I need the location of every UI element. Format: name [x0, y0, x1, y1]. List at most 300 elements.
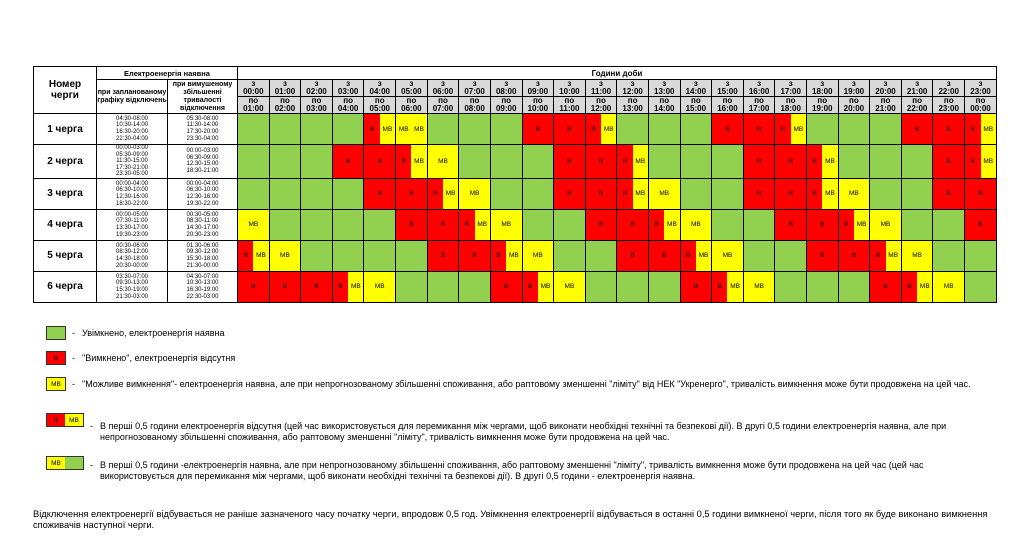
- hour-to-header: по 04:00: [332, 97, 364, 114]
- slot-off: В: [712, 114, 743, 144]
- extended-schedule-header: при вимушеному збільшенні тривалості відключення: [168, 80, 238, 114]
- hour-slot: [712, 271, 744, 302]
- slot-maybe: МВ: [443, 179, 458, 209]
- slot-maybe: МВ: [791, 114, 806, 144]
- hour-slot: [838, 271, 870, 302]
- hour-slot: [933, 145, 965, 179]
- hour-slot: [459, 178, 491, 209]
- slot-on: [333, 179, 364, 209]
- hour-slot: [364, 114, 396, 145]
- legend-swatch-maybe-on: МВ: [46, 456, 84, 470]
- slot-on: [681, 179, 712, 209]
- slot-on: [364, 241, 395, 271]
- slot-on: [491, 114, 522, 144]
- slot-off: В: [902, 272, 917, 302]
- slot-on: [807, 114, 838, 144]
- hour-to-header: по 20:00: [838, 97, 870, 114]
- hour-slot: [364, 240, 396, 271]
- slot-off: В: [459, 241, 490, 271]
- hour-slot: [870, 209, 902, 240]
- slot-off: В: [586, 145, 617, 178]
- hour-slot: [427, 240, 459, 271]
- hour-to-header: по 16:00: [712, 97, 744, 114]
- slot-on: [965, 272, 996, 302]
- hour-slot: [775, 209, 807, 240]
- hour-slot: [332, 240, 364, 271]
- slot-on: [586, 241, 617, 271]
- hour-slot: [965, 114, 997, 145]
- slot-maybe: МВ: [981, 145, 996, 178]
- hour-slot: [648, 271, 680, 302]
- hour-to-header: по 12:00: [585, 97, 617, 114]
- slot-maybe: МВ: [253, 241, 268, 271]
- hour-to-header: по 23:00: [933, 97, 965, 114]
- hour-to-header: по 13:00: [617, 97, 649, 114]
- hour-to-header: по 11:00: [554, 97, 586, 114]
- hour-slot: [332, 271, 364, 302]
- hour-slot: [301, 209, 333, 240]
- queue-row: [34, 114, 997, 145]
- slot-off: В: [554, 114, 585, 144]
- hour-to-header: по 22:00: [901, 97, 933, 114]
- slot-maybe: МВ: [633, 145, 648, 178]
- queue-row: [34, 178, 997, 209]
- slot-on: [270, 179, 301, 209]
- hour-slot: [743, 271, 775, 302]
- hour-slot: [332, 145, 364, 179]
- hour-slot: [585, 145, 617, 179]
- hour-slot: [554, 240, 586, 271]
- slot-off: В: [491, 241, 506, 271]
- slot-off: В: [428, 179, 443, 209]
- hour-slot: [901, 178, 933, 209]
- hour-slot: [648, 209, 680, 240]
- slot-off: В: [807, 145, 822, 178]
- slot-off: В: [586, 179, 617, 209]
- slot-off: В: [775, 210, 806, 240]
- hour-to-header: по 10:00: [522, 97, 554, 114]
- slot-off: В: [744, 179, 775, 209]
- hour-from-header: з 11:00: [585, 80, 617, 97]
- slot-off: В: [839, 241, 870, 271]
- hour-slot: [522, 240, 554, 271]
- slot-on: [839, 272, 870, 302]
- hour-from-header: з 07:00: [459, 80, 491, 97]
- slot-off: В: [396, 145, 411, 178]
- hours-of-day-header: Години доби: [238, 67, 997, 80]
- hour-slot: [364, 178, 396, 209]
- queue-row: [34, 209, 997, 240]
- slot-maybe: МВ: [886, 241, 901, 271]
- slot-maybe: МВ: [664, 210, 679, 240]
- slot-maybe: МВ: [822, 179, 837, 209]
- slot-off: В: [870, 272, 901, 302]
- slot-on: [744, 210, 775, 240]
- extended-times: 00:00-03:00 06:30-09:00 12:30-15:00 18:30-21:00: [168, 145, 238, 179]
- slot-off: В: [933, 179, 964, 209]
- hour-from-header: з 10:00: [554, 80, 586, 97]
- slot-off: В: [428, 210, 459, 240]
- slot-on: [428, 272, 459, 302]
- hour-slot: [933, 271, 965, 302]
- hour-slot: [870, 271, 902, 302]
- slot-maybe: МВ: [491, 210, 522, 240]
- slot-on: [807, 272, 838, 302]
- hour-slot: [838, 209, 870, 240]
- hour-slot: [870, 114, 902, 145]
- queue-name: 6 черга: [34, 271, 97, 302]
- slot-on: [554, 241, 585, 271]
- hour-slot: [775, 240, 807, 271]
- hour-from-header: з 02:00: [301, 80, 333, 97]
- slot-off: В: [491, 272, 522, 302]
- hour-slot: [427, 209, 459, 240]
- hour-slot: [238, 209, 270, 240]
- slot-on: [902, 210, 933, 240]
- hour-slot: [901, 271, 933, 302]
- hour-slot: [743, 145, 775, 179]
- hour-to-header: по 19:00: [806, 97, 838, 114]
- hour-slot: [617, 209, 649, 240]
- slot-maybe: МВ: [523, 241, 554, 271]
- hour-slot: [396, 271, 428, 302]
- slot-maybe: МВ: [475, 210, 490, 240]
- planned-times: 00:00-03:00 05:30-09:00 11:30-15:00 17:30-21:00 23:30-05:00: [97, 145, 168, 179]
- slot-maybe: МВ: [364, 272, 395, 302]
- slot-on: [839, 114, 870, 144]
- slot-off: В: [965, 114, 980, 144]
- legend-swatch-maybe: МВ: [46, 377, 66, 391]
- slot-on: [333, 241, 364, 271]
- hour-slot: [238, 271, 270, 302]
- queue-row: [34, 145, 997, 179]
- hour-from-header: з 08:00: [490, 80, 522, 97]
- slot-on: [870, 145, 901, 178]
- hour-slot: [364, 209, 396, 240]
- queue-column-header: Номер черги: [34, 67, 97, 114]
- queue-row: [34, 271, 997, 302]
- hour-slot: [490, 178, 522, 209]
- hour-slot: [743, 178, 775, 209]
- hour-slot: [712, 114, 744, 145]
- hour-slot: [933, 178, 965, 209]
- slot-off: В: [617, 241, 648, 271]
- slot-maybe: МВ: [822, 145, 837, 178]
- slot-on: [238, 179, 269, 209]
- hour-slot: [712, 209, 744, 240]
- hour-slot: [396, 114, 428, 145]
- hour-slot: [648, 240, 680, 271]
- hour-slot: [680, 209, 712, 240]
- slot-off: В: [807, 179, 822, 209]
- slot-maybe: МВ: [270, 241, 301, 271]
- slot-on: [270, 145, 301, 178]
- hour-slot: [522, 178, 554, 209]
- hour-slot: [838, 240, 870, 271]
- slot-on: [775, 241, 806, 271]
- hour-slot: [459, 114, 491, 145]
- legend-maybe-on-text: В перші 0,5 години -електроенергія наявна, але при непрогнозованому збільшенні споживання, або раптовому зменшенні "ліміту", тривалість вимкнення може бути продовжена на цей час (цей час використовується для перемикання між чергами, щоб виконати необхідні технічні та безпекові дії). В другі 0,5 години - електроенергія наявна.: [100, 460, 924, 481]
- slot-maybe: МВ: [727, 272, 742, 302]
- slot-off: В: [333, 145, 364, 178]
- slot-off: В: [649, 241, 680, 271]
- hour-slot: [522, 209, 554, 240]
- hour-slot: [269, 209, 301, 240]
- extended-times: 00:30-05:00 08:30-11:00 14:30-17:00 20:30-23:00: [168, 209, 238, 240]
- slot-on: [681, 145, 712, 178]
- hour-slot: [648, 145, 680, 179]
- hour-from-header: з 12:00: [617, 80, 649, 97]
- hour-slot: [806, 145, 838, 179]
- slot-on: [649, 145, 680, 178]
- hour-slot: [269, 145, 301, 179]
- hour-slot: [554, 178, 586, 209]
- slot-on: [523, 179, 554, 209]
- hour-slot: [585, 209, 617, 240]
- slot-off: В: [554, 145, 585, 178]
- hour-from-header: з 17:00: [775, 80, 807, 97]
- slot-off: В: [649, 210, 664, 240]
- hour-slot: [933, 114, 965, 145]
- hour-slot: [522, 271, 554, 302]
- hour-slot: [522, 114, 554, 145]
- slot-off: В: [364, 145, 395, 178]
- slot-on: [839, 145, 870, 178]
- hour-slot: [838, 145, 870, 179]
- slot-on: [270, 114, 301, 144]
- hour-slot: [775, 114, 807, 145]
- hour-slot: [554, 145, 586, 179]
- slot-on: [965, 241, 996, 271]
- slot-maybe: МВ: [633, 179, 648, 209]
- hour-slot: [775, 178, 807, 209]
- slot-off: В: [712, 272, 727, 302]
- extended-times: 05:30-08:00 11:30-14:00 17:30-20:00 23:30-04:00: [168, 114, 238, 145]
- slot-on: [301, 241, 332, 271]
- hour-from-header: з 18:00: [806, 80, 838, 97]
- legend-dash: -: [72, 328, 75, 338]
- queue-name: 4 черга: [34, 209, 97, 240]
- slot-on: [301, 114, 332, 144]
- hour-slot: [238, 114, 270, 145]
- slot-off: В: [839, 210, 854, 240]
- hour-from-header: з 00:00: [238, 80, 270, 97]
- slot-on: [428, 114, 459, 144]
- slot-on: [617, 114, 648, 144]
- hour-slot: [870, 178, 902, 209]
- hour-from-header: з 03:00: [332, 80, 364, 97]
- slot-on: [554, 210, 585, 240]
- hour-slot: [269, 178, 301, 209]
- slot-off: В: [396, 210, 427, 240]
- hour-slot: [427, 145, 459, 179]
- hour-slot: [238, 145, 270, 179]
- slot-on: [649, 114, 680, 144]
- hour-slot: [269, 271, 301, 302]
- planned-times: 00:00-04:00 06:30-10:00 12:30-16:00 18:30-22:00: [97, 178, 168, 209]
- hour-slot: [522, 145, 554, 179]
- slot-maybe: МВ: [411, 145, 426, 178]
- hour-slot: [490, 145, 522, 179]
- hour-slot: [585, 271, 617, 302]
- power-available-header: Електроенергія наявна: [97, 67, 238, 80]
- queue-name: 2 черга: [34, 145, 97, 179]
- slot-off: В: [301, 272, 332, 302]
- slot-off: В: [459, 210, 474, 240]
- slot-on: [333, 210, 364, 240]
- slot-off: В: [586, 114, 601, 144]
- extended-times: 04:30-07:00 10:30-13:00 16:30-19:00 22:30-03:00: [168, 271, 238, 302]
- slot-on: [270, 210, 301, 240]
- slot-on: [681, 114, 712, 144]
- hour-slot: [364, 271, 396, 302]
- slot-on: [712, 145, 743, 178]
- slot-maybe: МВ: [854, 210, 869, 240]
- slot-on: [301, 179, 332, 209]
- legend-dash: -: [72, 379, 75, 389]
- slot-maybe: МВ: [601, 114, 616, 144]
- slot-off: В: [965, 179, 996, 209]
- slot-off: В: [807, 210, 838, 240]
- hour-slot: [585, 178, 617, 209]
- legend-maybe-text: "Можливе вимкнення"- електроенергія наявна, але при непрогнозованому збільшенні споживання, або раптовому зменшенні "ліміту" від НЕК "Укренерго", тривалість вимкнення може бути продовжена на цей час.: [82, 379, 971, 389]
- hour-slot: [901, 114, 933, 145]
- slot-off: В: [965, 145, 980, 178]
- hour-slot: [838, 114, 870, 145]
- hour-slot: [490, 209, 522, 240]
- hour-from-header: з 09:00: [522, 80, 554, 97]
- slot-off: В: [586, 210, 617, 240]
- hour-to-header: по 03:00: [301, 97, 333, 114]
- slot-maybe: МВ: [696, 241, 711, 271]
- slot-on: [775, 272, 806, 302]
- legend-off-text: "Вимкнено", електроенергія відсутня: [82, 353, 236, 363]
- slot-maybe: МВ: [506, 241, 521, 271]
- hour-slot: [301, 114, 333, 145]
- slot-off: В: [775, 114, 790, 144]
- hour-slot: [965, 178, 997, 209]
- hour-slot: [617, 240, 649, 271]
- hour-slot: [459, 271, 491, 302]
- slot-maybe: МВ: [554, 272, 585, 302]
- slot-on: [238, 145, 269, 178]
- hour-slot: [806, 114, 838, 145]
- slot-on: [523, 145, 554, 178]
- hour-from-header: з 16:00: [743, 80, 775, 97]
- slot-off: В: [396, 179, 427, 209]
- slot-off: В: [775, 179, 806, 209]
- slot-maybe: МВ: [396, 114, 411, 144]
- hour-slot: [459, 145, 491, 179]
- slot-on: [459, 114, 490, 144]
- planned-times: 04:30-08:00 10:30-14:00 16:30-20:00 22:30-04:00: [97, 114, 168, 145]
- hour-to-header: по 02:00: [269, 97, 301, 114]
- hour-slot: [933, 240, 965, 271]
- slot-on: [870, 114, 901, 144]
- slot-maybe: МВ: [981, 114, 996, 144]
- hour-slot: [806, 209, 838, 240]
- hour-slot: [490, 240, 522, 271]
- slot-on: [933, 241, 964, 271]
- planned-times: 00:30-06:00 08:30-12:00 14:30-18:00 20:30-00:00: [97, 240, 168, 271]
- hour-slot: [743, 209, 775, 240]
- slot-maybe: МВ: [870, 210, 901, 240]
- slot-off: В: [523, 272, 538, 302]
- hour-to-header: по 15:00: [680, 97, 712, 114]
- hour-slot: [585, 114, 617, 145]
- hour-slot: [554, 209, 586, 240]
- hour-slot: [617, 114, 649, 145]
- slot-on: [491, 179, 522, 209]
- hour-to-header: по 08:00: [459, 97, 491, 114]
- slot-maybe: МВ: [839, 179, 870, 209]
- slot-on: [617, 272, 648, 302]
- hour-slot: [901, 240, 933, 271]
- slot-maybe: МВ: [348, 272, 363, 302]
- slot-on: [712, 179, 743, 209]
- slot-off: В: [238, 272, 269, 302]
- slot-on: [301, 145, 332, 178]
- hour-slot: [554, 114, 586, 145]
- hour-to-header: по 01:00: [238, 97, 270, 114]
- slot-off: В: [965, 210, 996, 240]
- planned-times: 00:00-05:00 07:30-11:00 13:30-17:00 19:30-23:00: [97, 209, 168, 240]
- planned-times: 03:30-07:00 09:30-13:00 15:30-19:00 21:30-03:00: [97, 271, 168, 302]
- hour-slot: [838, 178, 870, 209]
- legend-dash: -: [90, 460, 93, 470]
- hour-to-header: по 17:00: [743, 97, 775, 114]
- hour-slot: [459, 209, 491, 240]
- slot-on: [744, 241, 775, 271]
- slot-off: В: [933, 114, 964, 144]
- hour-slot: [743, 240, 775, 271]
- legend-dash: -: [72, 353, 75, 363]
- hour-from-header: з 22:00: [933, 80, 965, 97]
- slot-on: [491, 145, 522, 178]
- queue-name: 1 черга: [34, 114, 97, 145]
- hour-slot: [933, 209, 965, 240]
- slot-off: В: [617, 210, 648, 240]
- hour-from-header: з 14:00: [680, 80, 712, 97]
- slot-off: В: [902, 114, 933, 144]
- slot-maybe: МВ: [744, 272, 775, 302]
- hour-slot: [617, 271, 649, 302]
- slot-on: [649, 272, 680, 302]
- hour-slot: [554, 271, 586, 302]
- hour-from-header: з 05:00: [396, 80, 428, 97]
- slot-on: [364, 210, 395, 240]
- hour-to-header: по 05:00: [364, 97, 396, 114]
- slot-off: В: [681, 241, 696, 271]
- slot-off: В: [428, 241, 459, 271]
- slot-maybe: МВ: [428, 145, 459, 178]
- slot-maybe: МВ: [902, 241, 933, 271]
- hour-slot: [332, 178, 364, 209]
- hour-slot: [396, 240, 428, 271]
- hour-slot: [238, 240, 270, 271]
- slot-on: [523, 210, 554, 240]
- slot-off: В: [333, 272, 348, 302]
- slot-on: [238, 114, 269, 144]
- hour-slot: [301, 178, 333, 209]
- hour-slot: [364, 145, 396, 179]
- slot-maybe: МВ: [933, 272, 964, 302]
- slot-maybe: МВ: [538, 272, 553, 302]
- hour-slot: [680, 145, 712, 179]
- legend-swatch-off: В: [46, 351, 66, 365]
- hour-from-header: з 23:00: [965, 80, 997, 97]
- extended-times: 01:30-06:00 09:30-12:00 15:30-18:00 21:30-00:00: [168, 240, 238, 271]
